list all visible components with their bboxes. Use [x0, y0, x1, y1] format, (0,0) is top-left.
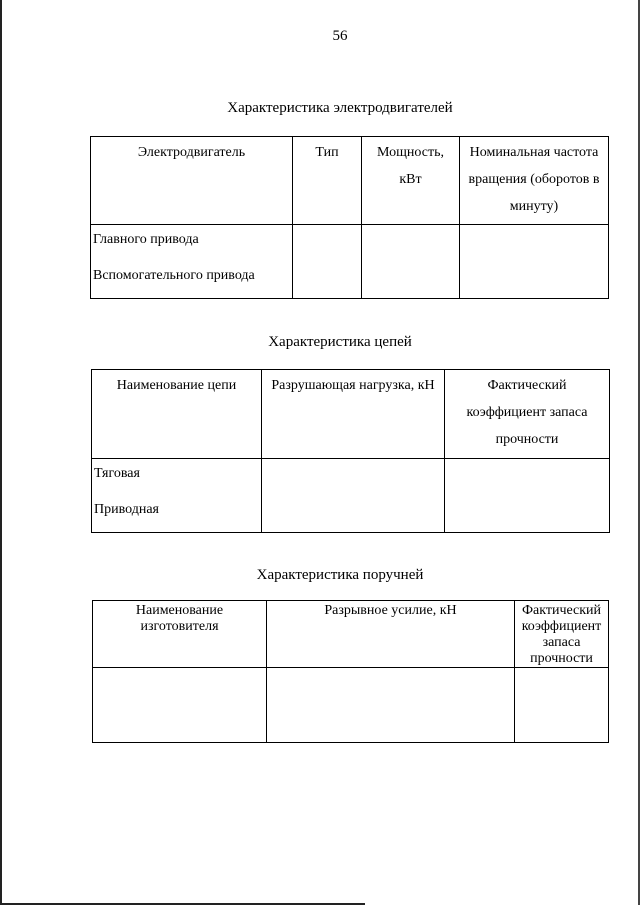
- handrails-header-maker: Наименование изготовителя: [93, 601, 267, 668]
- handrails-cell-strength: [267, 668, 515, 743]
- handrails-header-strength: Разрывное усилие, кН: [267, 601, 515, 668]
- motors-header-speed: Номинальная частота вращения (оборотов в минуту): [460, 137, 609, 225]
- motors-header-motor: Электродвигатель: [91, 137, 293, 225]
- motors-row-main-drive: Главного привода: [93, 232, 199, 247]
- chains-header-row: [92, 370, 610, 459]
- motors-cell-speed: [460, 225, 609, 299]
- motors-row-labels: [91, 225, 293, 299]
- motors-cell-type: [293, 225, 362, 299]
- handrails-table-title: Характеристика поручней: [256, 567, 424, 583]
- handrails-cell-factor: [515, 668, 609, 743]
- chains-table: [91, 369, 610, 533]
- chains-row-labels: [92, 459, 262, 533]
- chains-table-title: Характеристика цепей: [268, 334, 412, 350]
- table-row: [93, 668, 609, 743]
- handrails-header-row: [93, 601, 609, 668]
- chains-header-load: Разрушающая нагрузка, кН: [262, 370, 445, 459]
- motors-header-row: [91, 137, 609, 225]
- motors-header-power: Мощность, кВт: [362, 137, 460, 225]
- page-number: 56: [332, 28, 348, 44]
- chains-header-factor: Фактический коэффициент запаса прочности: [445, 370, 610, 459]
- chains-cell-factor: [445, 459, 610, 533]
- scan-edge-left: [0, 0, 2, 905]
- motors-row-aux-drive: Вспомогательного привода: [93, 268, 255, 283]
- table-row: [91, 225, 609, 299]
- table-row: [92, 459, 610, 533]
- handrails-header-factor: Фактический коэффициент запаса прочности: [515, 601, 609, 668]
- motors-header-type: Тип: [293, 137, 362, 225]
- motors-table: [90, 136, 609, 299]
- chains-row-traction: Тяговая: [94, 466, 140, 481]
- motors-cell-power: [362, 225, 460, 299]
- chains-header-name: Наименование цепи: [92, 370, 262, 459]
- chains-row-drive: Приводная: [94, 502, 159, 517]
- handrails-table: [92, 600, 609, 743]
- motors-table-title: Характеристика электродвигателей: [227, 100, 453, 116]
- handrails-cell-maker: [93, 668, 267, 743]
- chains-cell-load: [262, 459, 445, 533]
